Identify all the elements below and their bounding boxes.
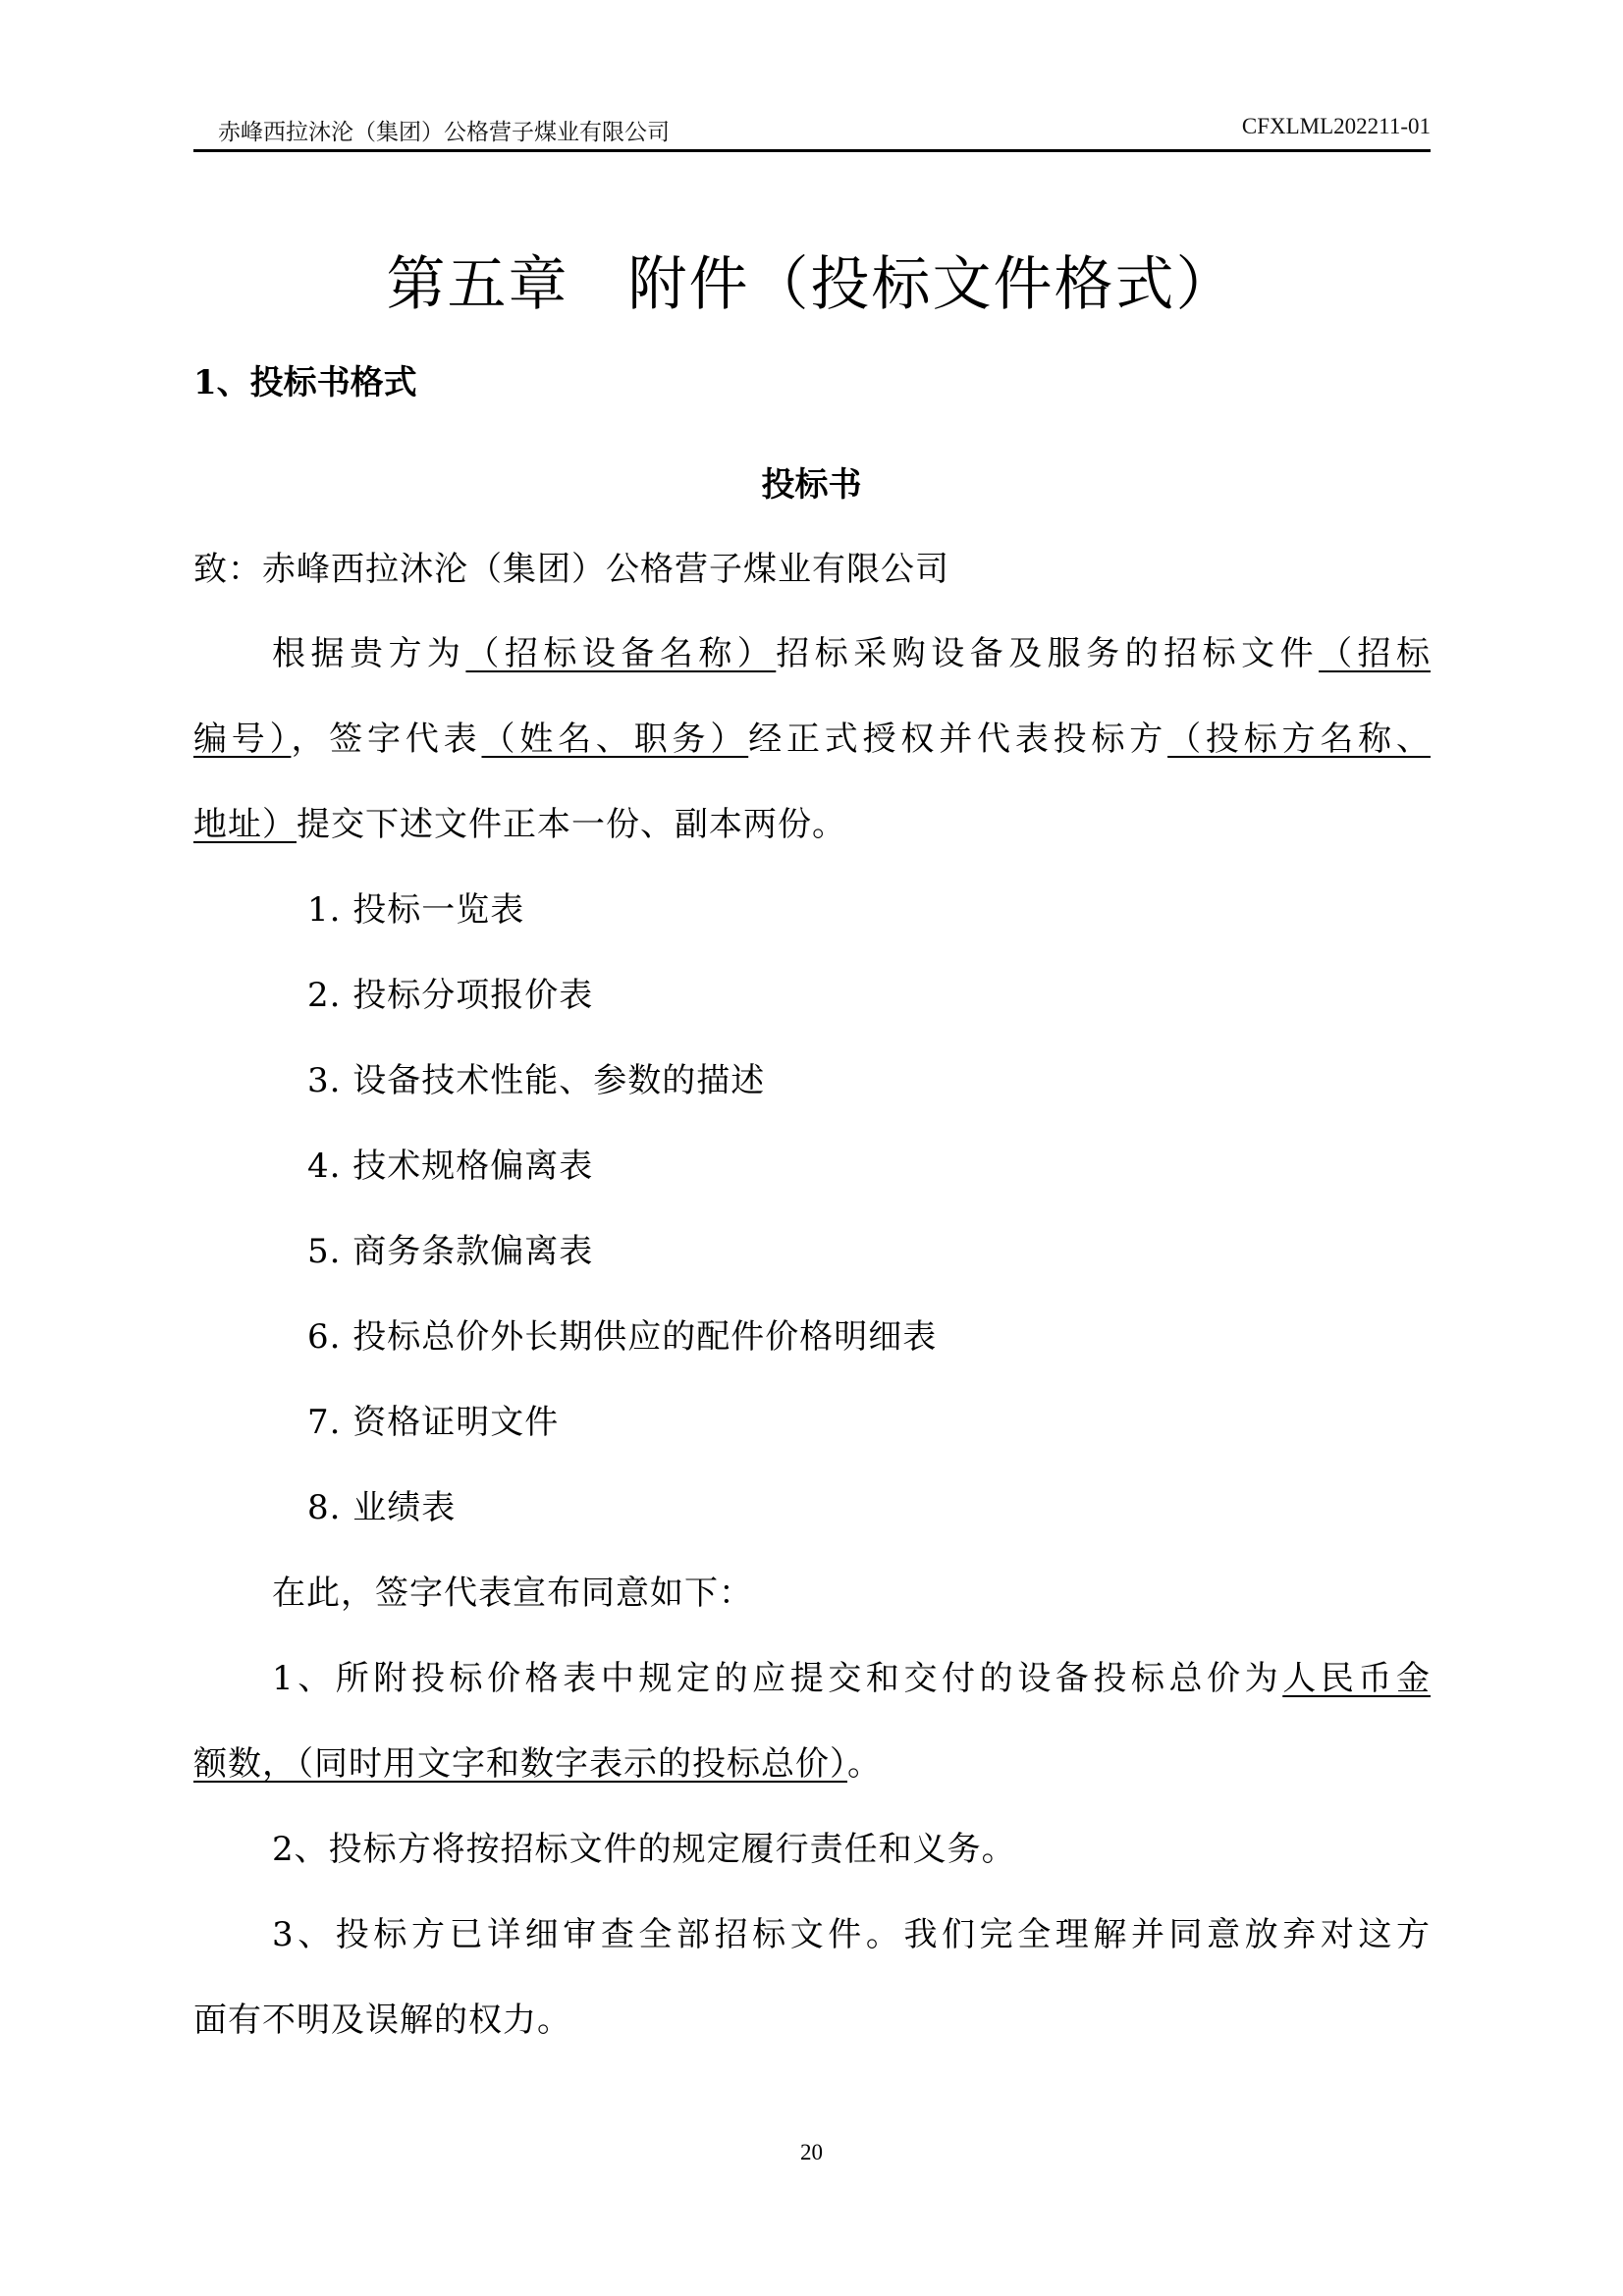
- clause-3-line-2: 面有不明及误解的权力。: [193, 2001, 571, 2040]
- fill-in-bidder-name-address: （投标方名称、: [1167, 720, 1431, 759]
- chapter-name: 附件（投标文件格式）: [627, 250, 1237, 319]
- clause-text: 。: [847, 1744, 882, 1784]
- intro-text: 提交下述文件正本一份、副本两份。: [297, 805, 846, 844]
- list-item: 4. 技术规格偏离表: [307, 1147, 594, 1186]
- list-item: 6. 投标总价外长期供应的配件价格明细表: [307, 1317, 938, 1357]
- addressee-line: 致：赤峰西拉沐沦（集团）公格营子煤业有限公司: [193, 550, 949, 589]
- intro-line-2: [193, 712, 1431, 760]
- clause-3-line-1: 3、投标方已详细审查全部招标文件。我们完全理解并同意放弃对这方: [272, 1915, 1431, 1954]
- fill-in-bidder-address: 地址）: [193, 805, 297, 844]
- chapter-title: [0, 238, 1623, 322]
- intro-text: 经正式授权并代表投标方: [748, 720, 1168, 759]
- list-item: 1. 投标一览表: [307, 890, 525, 930]
- list-item: 2. 投标分项报价表: [307, 976, 594, 1015]
- clause-text: 1、所附投标价格表中规定的应提交和交付的设备投标总价为: [272, 1659, 1283, 1698]
- section-heading: 1、投标书格式: [193, 363, 417, 402]
- intro-line-1: [272, 626, 1431, 674]
- page-number: 20: [800, 2140, 823, 2164]
- clause-1-line-1: [272, 1651, 1431, 1699]
- fill-in-total-price: 额数，（同时用文字和数字表示的投标总价）: [193, 1744, 847, 1784]
- list-item: 8. 业绩表: [307, 1488, 457, 1527]
- fill-in-total-price: 人民币金: [1282, 1659, 1432, 1698]
- bid-letter-title: 投标书: [761, 465, 862, 505]
- list-item: 3. 设备技术性能、参数的描述: [307, 1061, 766, 1100]
- fill-in-name-position: （姓名、职务）: [481, 720, 749, 759]
- fill-in-equipment-name: （招标设备名称）: [465, 634, 777, 673]
- fill-in-tender-number: （招标: [1319, 634, 1432, 673]
- header-document-code: CFXLML202211-01: [1241, 114, 1431, 138]
- clause-1-line-2: [193, 1736, 1431, 1785]
- list-item: 7. 资格证明文件: [307, 1403, 560, 1442]
- page-header: [193, 110, 1431, 149]
- chapter-number: 第五章: [386, 250, 569, 319]
- intro-text: 根据贵方为: [272, 634, 466, 673]
- list-item: 5. 商务条款偏离表: [307, 1232, 594, 1271]
- header-company-name: 赤峰西拉沐沦（集团）公格营子煤业有限公司: [218, 120, 670, 145]
- fill-in-tender-number: 编号）: [193, 720, 292, 759]
- header-divider: [193, 149, 1431, 152]
- declaration-intro: 在此，签字代表宣布同意如下：: [272, 1574, 753, 1613]
- clause-2: 2、投标方将按招标文件的规定履行责任和义务。: [272, 1830, 1016, 1869]
- intro-text: ，签字代表: [291, 720, 482, 759]
- intro-text: 招标采购设备及服务的招标文件: [776, 634, 1320, 673]
- intro-line-3: [193, 797, 1431, 845]
